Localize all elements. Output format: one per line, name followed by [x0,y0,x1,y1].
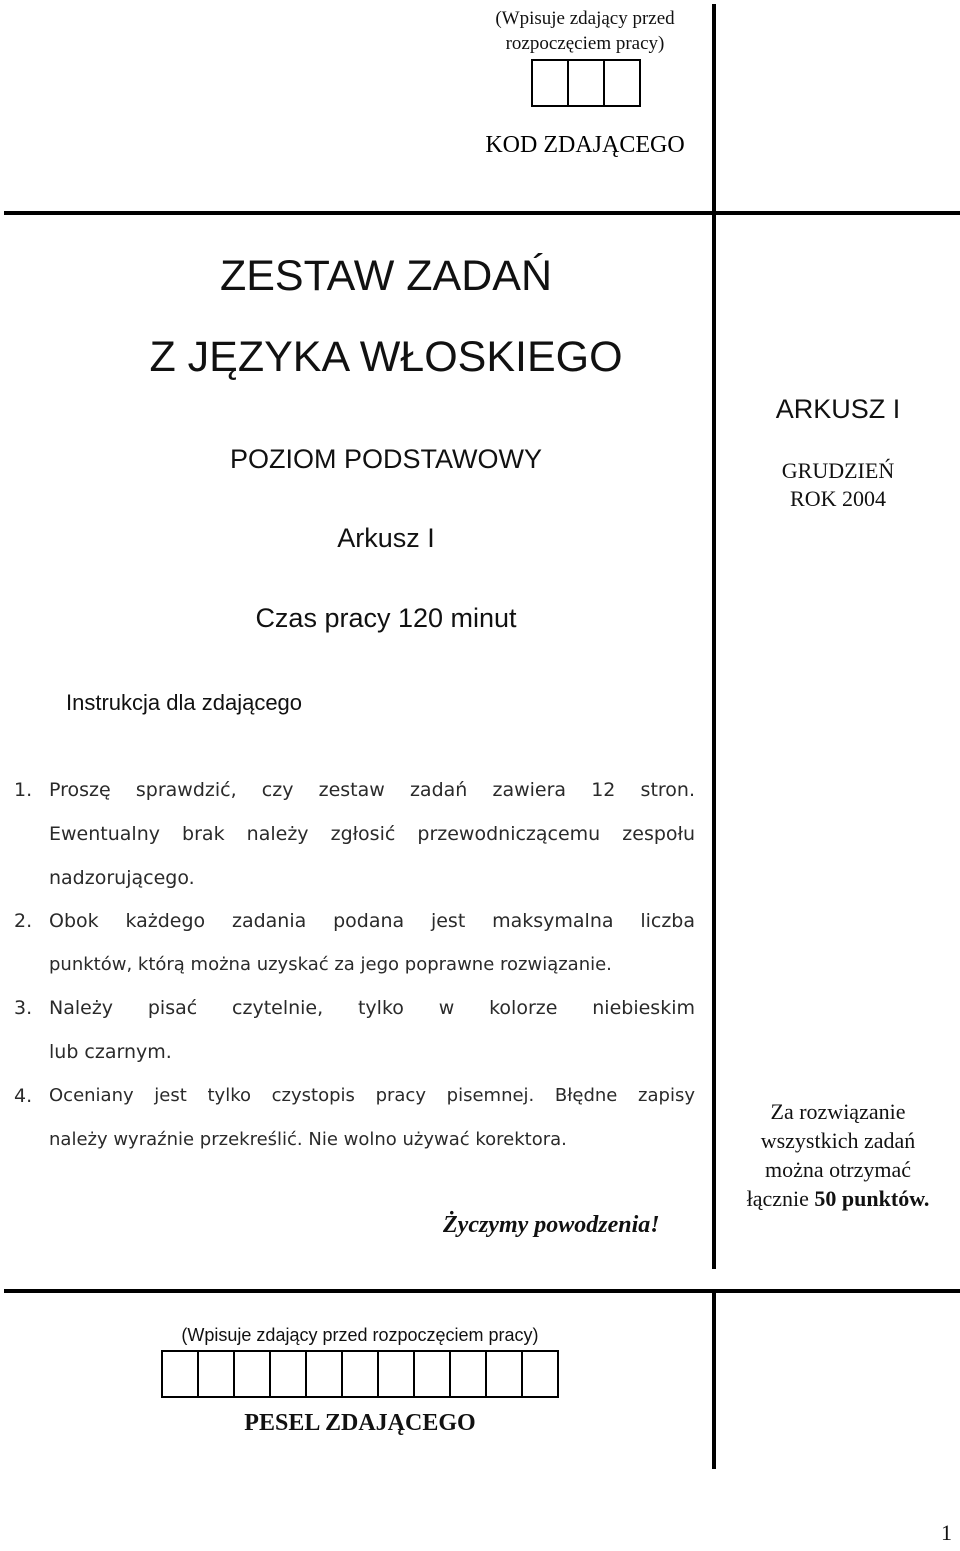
pesel-box[interactable] [341,1350,379,1398]
points-line-3: można otrzymać [765,1157,911,1182]
code-box[interactable] [531,59,569,107]
item-2-number: 2. [14,910,33,932]
right-year: ROK 2004 [790,486,886,511]
pesel-box[interactable] [485,1350,523,1398]
pesel-label: PESEL ZDAJĄCEGO [244,1410,476,1436]
instructions-heading: Instrukcja dla zdającego [66,690,303,715]
item-4-line-2: należy wyraźnie przekreślić. Nie wolno używać korektora. [49,1129,567,1150]
pesel-box[interactable] [413,1350,451,1398]
page-number: 1 [941,1520,952,1545]
pesel-box[interactable] [197,1350,235,1398]
pesel-box[interactable] [521,1350,559,1398]
pesel-box[interactable] [305,1350,343,1398]
code-box[interactable] [603,59,641,107]
points-total: 50 punktów. [814,1186,930,1211]
bottom-vertical-divider [712,1293,716,1469]
code-note-line-1: (Wpisuje zdający przed [495,8,675,29]
item-3-line-2: lub czarnym. [49,1041,172,1063]
pesel-note: (Wpisuje zdający przed rozpoczęciem pracy) [181,1325,539,1345]
top-horizontal-divider [4,211,960,215]
item-1-number: 1. [14,779,33,801]
title-line-2: Z JĘZYKA WŁOSKIEGO [149,333,623,381]
code-box[interactable] [567,59,605,107]
pesel-box[interactable] [449,1350,487,1398]
bottom-horizontal-divider [4,1289,960,1293]
code-note [470,6,700,56]
item-1-line-1: Proszę sprawdzić, czy zestaw zadań zawiera 12 stron. [49,779,695,801]
code-label: KOD ZDAJĄCEGO [485,132,685,158]
item-2-line-1: Obok każdego zadania podana jest maksymalna liczba [49,910,695,932]
points-line-1: Za rozwiązanie [770,1099,906,1124]
item-4-line-1: Oceniany jest tylko czystopis pracy pisemnej. Błędne zapisy [49,1085,695,1106]
time-label: Czas pracy 120 minut [255,603,517,633]
points-line-4 [718,1184,958,1213]
top-vertical-divider [712,4,716,1269]
level-label: POZIOM PODSTAWOWY [230,444,542,474]
pesel-box[interactable] [269,1350,307,1398]
title-line-1: ZESTAW ZADAŃ [219,252,553,300]
right-month: GRUDZIEŃ [781,458,895,483]
good-luck-message: Życzymy powodzenia! [443,1212,660,1238]
right-sheet-label: ARKUSZ I [775,394,901,424]
code-note-line-2: rozpoczęciem pracy) [505,33,665,54]
item-3-number: 3. [14,997,33,1019]
points-prefix: łącznie [746,1186,815,1211]
pesel-box[interactable] [161,1350,199,1398]
pesel-box[interactable] [233,1350,271,1398]
points-line-2: wszystkich zadań [760,1128,916,1153]
pesel-box[interactable] [377,1350,415,1398]
pesel-boxes [161,1350,559,1398]
item-4-number: 4. [14,1085,33,1107]
item-1-line-3: nadzorującego. [49,867,195,889]
item-1-line-2: Ewentualny brak należy zgłosić przewodniczącemu zespołu [49,823,695,845]
code-boxes [531,59,641,107]
points-info [718,1097,958,1213]
item-3-line-1: Należy pisać czytelnie, tylko w kolorze niebieskim [49,997,695,1019]
item-2-line-2: punktów, którą można uzyskać za jego poprawne rozwiązanie. [49,954,612,975]
sheet-label: Arkusz I [337,523,435,553]
